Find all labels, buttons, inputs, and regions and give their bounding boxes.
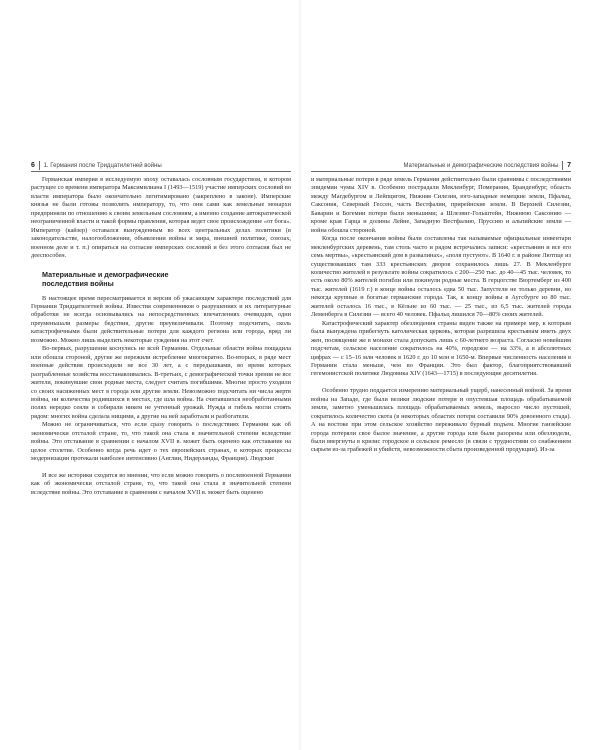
section-heading-line-2: последствия войны [42, 278, 114, 288]
section-heading [42, 270, 291, 288]
right-running-head [311, 160, 571, 172]
section-heading-line-1: Материальные и демографические [42, 269, 169, 279]
running-head-divider [39, 161, 40, 170]
left-page [31, 160, 291, 730]
left-page-text [31, 176, 291, 497]
left-running-head [31, 160, 291, 172]
left-running-head-title: 1. Германия после Тридцатилетней войны [43, 163, 162, 169]
right-paragraph-1: и материальные потери в ряде земель Германии действительно были сравнимы с последствиями эпидемии чумы XIV в. Особенно пострадали Мекленбург, Померания, Бранденбург, область между Магдебургом и Лейпцигом, Нижняя Силезия, юго-западные немецкие земли, Пфальц, Саксония, Северный Гессен, часть Вестфалии, прирейнские земли. В Верхней Силезии, Баварии и Богемии потери были меньшими; а Шлезвиг-Гольштейн, Нижнюю Саксонию — кроме края Гарца и долины Лейне, Западную Вестфалию, Пруссию и альпийские земли — война обошла стороной. [311, 176, 571, 234]
right-paragraph-4: Особенно трудно поддается измерению материальный ущерб, нанесенный войной. За время войны на Западе, где были велики людские потери и опустевшая площадь обрабатываемой земли, заметно уменьшилась площадь обрабатываемых земель, выросло число пустошей, сократилось количество скота (в некоторых областях потери составили 90% довоенного стада). А на востоке при этом сельское хозяйство переживало бурный подъем. Многие ганзейские города потеряли свое былое значение, а другие города или были разорены или обезлюдели, были ввергнуты в кризис городское и сельское ремесло (в связи с трудностями со снабжением сырьем из-за грабежей и убийств, невозможности сбыта произведенной продукции). Из-за [311, 387, 571, 454]
right-page-text [311, 176, 571, 455]
left-paragraph-4: Можно не ограничиваться, что если сразу говорить о последствиях Германии как об экономически отсталой стране, то, что такой она стала в значительной степени вследствие войны. Это отставание в сравнении с началом XVII в. может быть оценено как отставание на целое столетие. Особенно когда речь идет о тех европейских странах, в которых процессы модернизации протекали наиболее интенсивно (Англии, Нидерланды, Франция). Людские [31, 421, 291, 463]
right-paragraph-3: Катастрофический характер обезлюдения страны виден также на примере мер, к которым была вынуждена прибегнуть католическая церковь, которая разрешила крестьянам иметь двух жен, посвящение же в монахи стала допускать лишь с 60-летнего возраста. Согласно новейшим подсчетам, сельское население сократилось на 40%, городское — на 33%, а в абсолютных цифрах — с 15–16 млн человек в 1620 г. до 10 млн в 1650-м. Впервые численность населения в Германии стала меньше, чем во Франции. Это был фактор, благоприятствовавший гегемонистской политике Людовика XIV (1643—1715) в последующие десятилетия. [311, 319, 571, 378]
right-paragraph-2: Когда после окончания войны были составлены так называемые официальные инвентари мекленбургских деревень, там столь часто и рядом встречались записи: «крестьянин и все его семь мертвы», «крестьянский дом в развалинах», «поля пустуют». В 1640 г. в районе Лютпце из существовавших там 333 крестьянских дворов сохранилось лишь 27. В Мекленбурге количество жителей в результате войны сократилось с 200—250 тыс. до 40—45 тыс. человек, то есть около 80% жителей погибли или покинули родные места. В герцогстве Вюртемберг из 400 тыс. жителей (1619 г.) в конце войны осталось едва 50 тыс. Запустели не только деревни, но некогда крупные и богатые германские города. Так, к концу войны в Аугсбурге из 80 тыс. жителей осталось 16 тыс., в Кёльне из 60 тыс. — 25 тыс., из 6,5 тыс. жителей города Леменберга в Силезии — всего 40 человек. Пфальц лишился 70—80% своих жителей. [311, 235, 571, 319]
right-running-head-title: Материальные и демографические последствия войны [403, 163, 559, 169]
left-paragraph-1: Германская империя в исследуемую эпоху оставалась сословным государством, в котором растущее со времени императора Максимилиана I (1493—1519) участие имперских сословий во власти императора было окончательно легитимировано (закреплено в законе). Имперские князья не были готовы позволить императору, то, что они сами как земельные монархи предприняли по отношению к своим земельным сословиям, а именно создание автократической неограниченной власти и такой формы правления, которая ведет свое происхождение «от бога». Император (кайзер) оставался вынужденным во всех центральных делах политики (в законодательстве, налогообложении, объявлении войны и мира, внешней политике, союзах, военном деле и т. п.) опираться на согласие имперских сословий и без этого согласия был не дееспособен. [31, 176, 291, 260]
left-paragraph-3: Во-первых, разрушения коснулись не всей Германии. Отдельные области война пощадила или обошла стороной, другие же пережили истребление многократно. Во-вторых, в ряде мест военные действия происходили не все 30 лет, а с передышками, во время которых разграбленные хозяйства восстанавливались. В-третьих, с демографической точки зрения не все жители, покинувшие свои родные места, следует считать погибшими. Многие просто уходили со своих насиженных мест в города или другие земли. Невозможно подсчитать ни числа жертв войны, ни количества родившихся в местах, где шла война. На считавшихся необработанными полях нередко сеяли и собирали никем не учтенный урожай. Нужда и гибель могли стоять рядом: многих война сделала нищими, а другие на ней заработали и разбогатели. [31, 345, 291, 420]
left-page-number: 6 [31, 162, 35, 169]
right-page-number: 7 [567, 162, 571, 169]
left-paragraph-5: И все же историки сходятся во мнении, что если можно говорить о послевоенной Германии как об экономически отсталой стране, то, что такой она стала в значительной степени вследствие войны. Это отставание в сравнении с началом XVII в. может быть оценено [31, 472, 291, 496]
right-page [311, 160, 571, 730]
left-paragraph-2: В настоящее время пересматривается и версия об ужасающем характере последствий для Германии Тридцатилетней войны. Известия современников о разрушениях и их литературные обработки не всегда основывались на непосредственных впечатлениях очевидцев, одни преуменьшали размеры бедствия, другие преувеличивали. Поэтому подсчитать, сколь катастрофичными были действительные потери для каждого региона или города, вряд ли возможно. Можно лишь выделить некоторые суждения на этот счет. [31, 294, 291, 344]
book-gutter [299, 0, 301, 750]
running-head-divider [562, 161, 563, 170]
